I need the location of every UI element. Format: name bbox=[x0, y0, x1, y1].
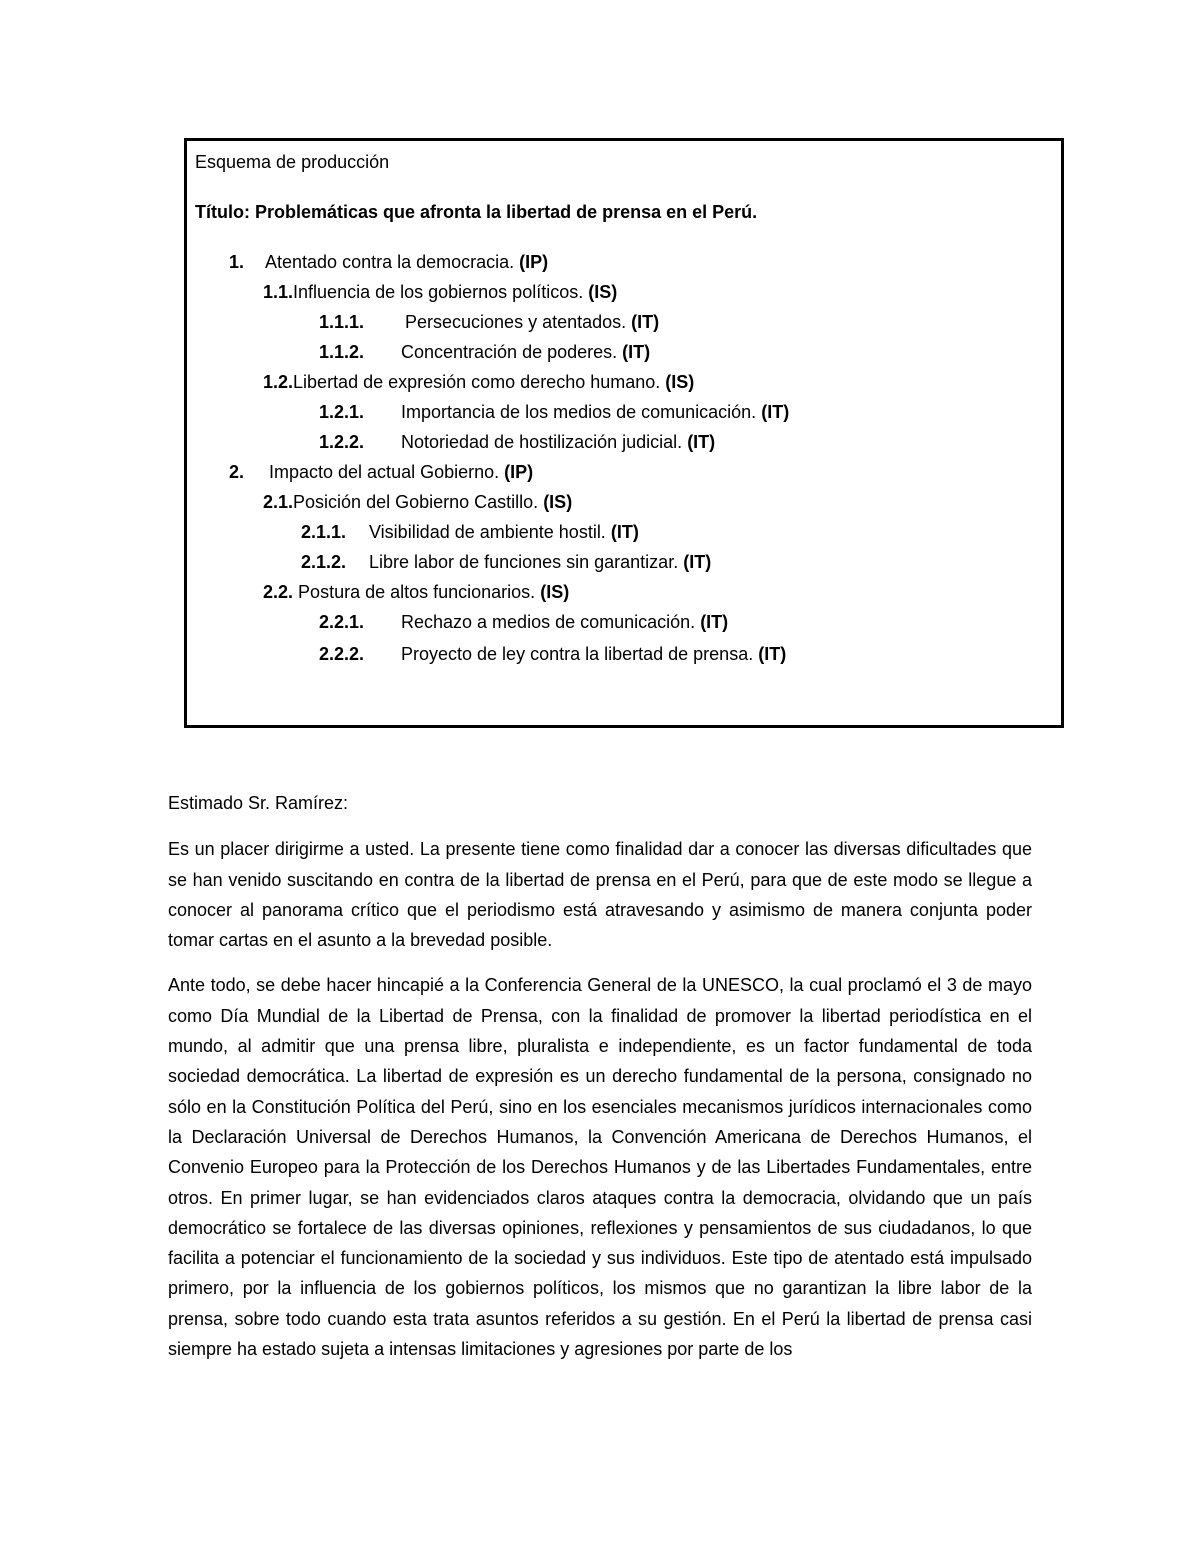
outline-text: Libertad de expresión como derecho humano. (IS) bbox=[293, 372, 695, 392]
outline-item bbox=[319, 611, 729, 633]
outline-item bbox=[319, 311, 660, 333]
outline-item bbox=[319, 341, 651, 363]
outline-number: 1.2.1. bbox=[319, 402, 365, 422]
outline-text: Proyecto de ley contra la libertad de prensa. (IT) bbox=[401, 644, 787, 664]
outline-item bbox=[229, 251, 549, 273]
outline-text: Visibilidad de ambiente hostil. (IT) bbox=[369, 522, 639, 542]
outline-text: Persecuciones y atentados. (IT) bbox=[405, 312, 660, 332]
outline-number: 2.2. bbox=[263, 582, 294, 602]
outline-item bbox=[301, 521, 639, 543]
outline-number: 1.1.2. bbox=[319, 342, 365, 362]
outline-item bbox=[301, 551, 712, 573]
outline-item bbox=[263, 281, 617, 303]
outline-item bbox=[263, 581, 569, 603]
outline-item bbox=[263, 371, 694, 393]
schema-title bbox=[195, 201, 757, 223]
letter-paragraph-1: Es un placer dirigirme a usted. La presente tiene como finalidad dar a conocer las diversas dificultades que se han venido suscitando en contra de la libertad de prensa en el Perú, para que de este modo se llegue a conocer al panorama crítico que el periodismo está atravesando y asimismo de manera conjunta poder tomar cartas en el asunto a la brevedad posible. bbox=[168, 839, 1032, 951]
outline-text: Concentración de poderes. (IT) bbox=[401, 342, 651, 362]
outline-text: Postura de altos funcionarios. (IS) bbox=[298, 582, 570, 602]
outline-number: 2. bbox=[229, 462, 245, 482]
outline-text: Influencia de los gobiernos políticos. (IS) bbox=[293, 282, 618, 302]
outline-item bbox=[229, 461, 534, 483]
outline-number: 2.1.2. bbox=[301, 552, 347, 572]
outline-text: Libre labor de funciones sin garantizar. (IT) bbox=[369, 552, 712, 572]
outline-number: 1. bbox=[229, 252, 245, 272]
outline-item bbox=[319, 431, 716, 453]
outline-number: 2.2.1. bbox=[319, 612, 365, 632]
outline-number: 1.1.1. bbox=[319, 312, 365, 332]
outline-text: Notoriedad de hostilización judicial. (IT) bbox=[401, 432, 716, 452]
outline-number: 1.2.2. bbox=[319, 432, 365, 452]
letter-body bbox=[168, 788, 1032, 1379]
production-schema-box bbox=[184, 138, 1064, 728]
schema-title-text: Problemáticas que afronta la libertad de prensa en el Perú. bbox=[249, 202, 758, 222]
outline-number: 2.1. bbox=[263, 492, 294, 512]
outline-text: Rechazo a medios de comunicación. (IT) bbox=[401, 612, 729, 632]
outline-text: Impacto del actual Gobierno. (IP) bbox=[269, 462, 534, 482]
outline-text: Atentado contra la democracia. (IP) bbox=[265, 252, 549, 272]
outline-text: Posición del Gobierno Castillo. (IS) bbox=[293, 492, 573, 512]
outline-item bbox=[263, 491, 572, 513]
schema-heading: Esquema de producción bbox=[195, 152, 390, 172]
outline-item bbox=[319, 643, 787, 665]
outline-number: 2.1.1. bbox=[301, 522, 347, 542]
letter-paragraph-2: Ante todo, se debe hacer hincapié a la Conferencia General de la UNESCO, la cual proclamó el 3 de mayo como Día Mundial de la Libertad de Prensa, con la finalidad de promover la libertad periodística en el mundo, al admitir que una prensa libre, pluralista e independiente, es un factor fundamental de toda sociedad democrática. La libertad de expresión es un derecho fundamental de la persona, consignado no sólo en la Constitución Política del Perú, sino en los esenciales mecanismos jurídicos internacionales como la Declaración Universal de Derechos Humanos, la Convención Americana de Derechos Humanos, el Convenio Europeo para la Protección de los Derechos Humanos y de las Libertades Fundamentales, entre otros. En primer lugar, se han evidenciados claros ataques contra la democracia, olvidando que un país democrático se fortalece de las diversas opiniones, reflexiones y pensamientos de sus ciudadanos, lo que facilita a potenciar el funcionamiento de la sociedad y sus individuos. Este tipo de atentado está impulsado primero, por la influencia de los gobiernos políticos, los mismos que no garantizan la libre labor de la prensa, sobre todo cuando esta trata asuntos referidos a su gestión. En el Perú la libertad de prensa casi siempre ha estado sujeta a intensas limitaciones y agresiones por parte de los bbox=[168, 975, 1032, 1360]
outline-number: 1.2. bbox=[263, 372, 294, 392]
outline-number: 1.1. bbox=[263, 282, 294, 302]
outline-text: Importancia de los medios de comunicación. (IT) bbox=[401, 402, 790, 422]
outline-number: 2.2.2. bbox=[319, 644, 365, 664]
letter-greeting: Estimado Sr. Ramírez: bbox=[168, 793, 349, 813]
schema-title-label: Título: bbox=[195, 202, 250, 222]
outline-item bbox=[319, 401, 790, 423]
